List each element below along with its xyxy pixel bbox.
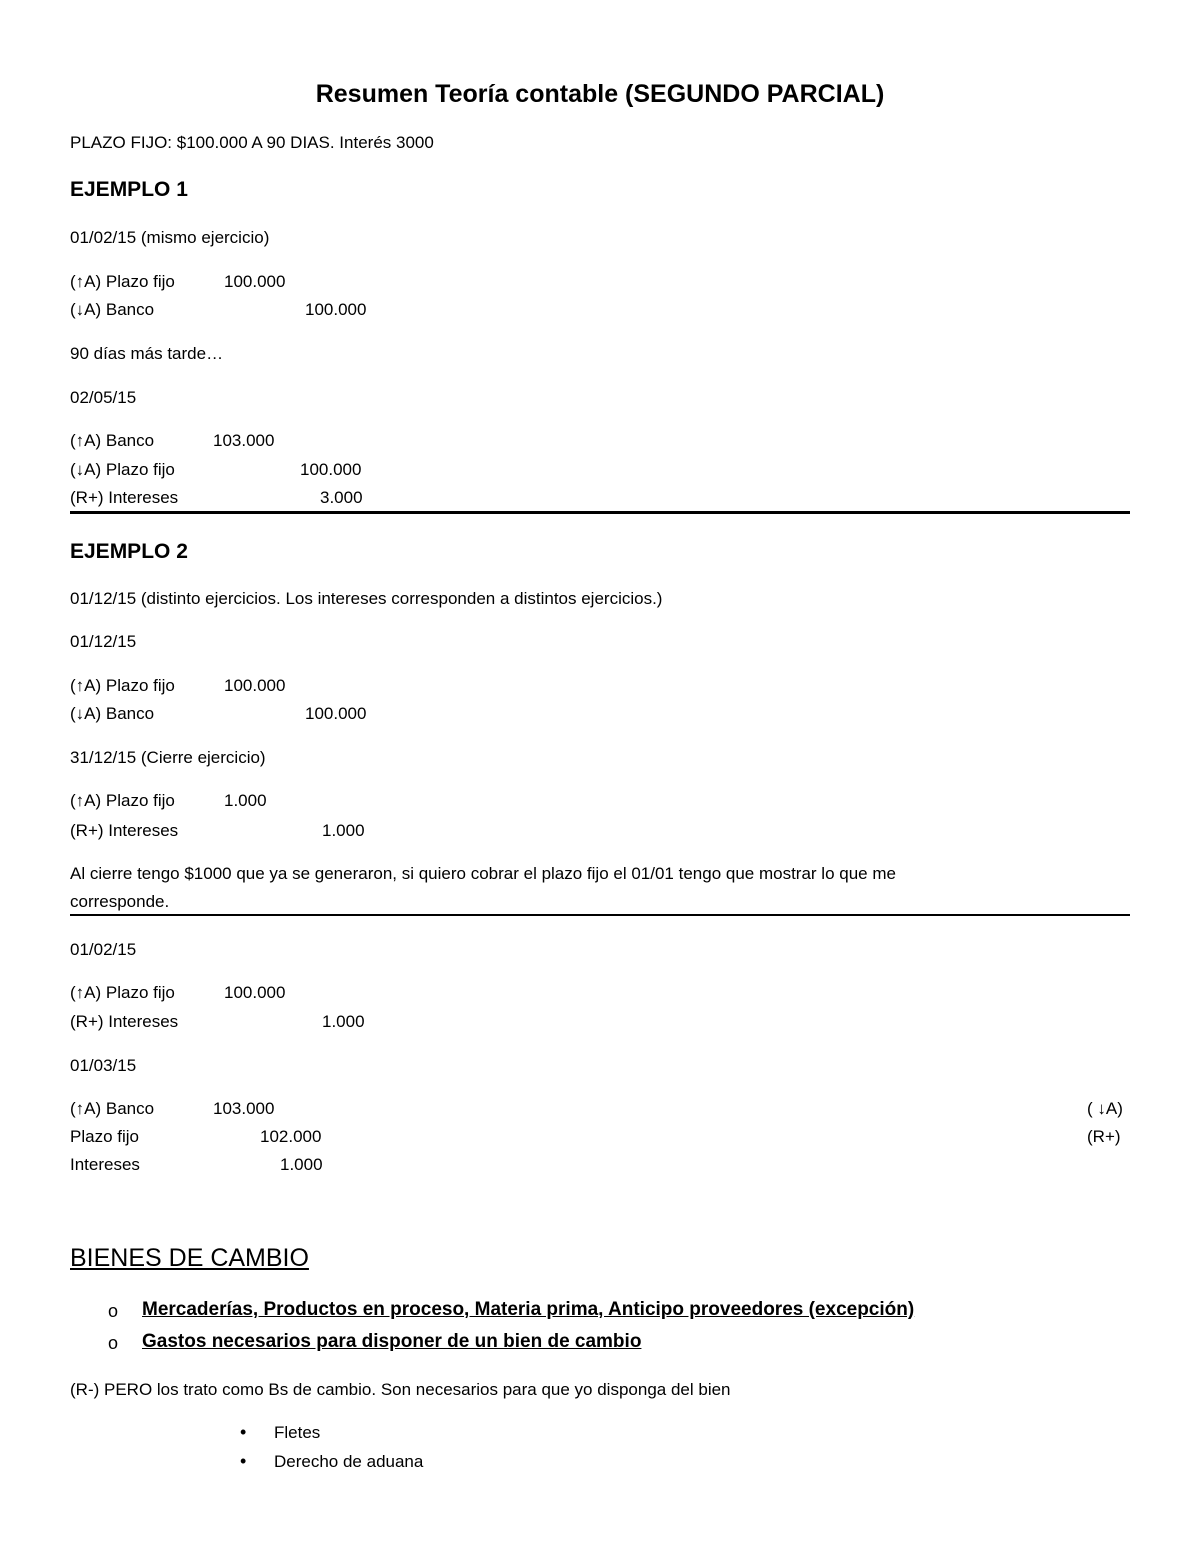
entry-credit: 100.000 [305, 704, 367, 723]
ejemplo2-date: 01/12/15 (distinto ejercicios. Los intereses corresponden a distintos ejercicios.) [70, 589, 663, 608]
entry-account: Intereses [70, 1155, 140, 1174]
entry-tag: (R+) [1087, 1127, 1121, 1146]
paragraph-line: Al cierre tengo $1000 que ya se generaron, si quiero cobrar el plazo fijo el 01/01 tengo que mostrar lo que me [70, 864, 896, 883]
entry-credit: 1.000 [322, 821, 365, 840]
bienes-list-item: Gastos necesarios para disponer de un bien de cambio [142, 1331, 642, 1352]
entry-account: (↓A) Plazo fijo [70, 460, 175, 479]
ejemplo2-heading: EJEMPLO 2 [70, 540, 188, 563]
bienes-subitem: Derecho de aduana [274, 1452, 424, 1471]
entry-debit: 103.000 [213, 431, 275, 450]
entry-credit: 100.000 [300, 460, 362, 479]
bullet-circle-icon: o [108, 1333, 119, 1353]
paragraph-line: corresponde. [70, 892, 170, 911]
entry-credit: 100.000 [305, 300, 367, 319]
entry-credit: 1.000 [280, 1155, 323, 1174]
ejemplo1-date: 01/02/15 (mismo ejercicio) [70, 228, 270, 247]
entry-debit: 100.000 [224, 676, 286, 695]
entry-account: (↑A) Plazo fijo [70, 983, 175, 1002]
bienes-note: (R-) PERO los trato como Bs de cambio. Son necesarios para que yo disponga del bien [70, 1380, 731, 1399]
bienes-subitem: Fletes [274, 1423, 321, 1442]
bienes-heading: BIENES DE CAMBIO [70, 1244, 309, 1272]
bienes-list-item: Mercaderías, Productos en proceso, Materia prima, Anticipo proveedores (excepción) [142, 1299, 915, 1320]
entry-debit: 100.000 [224, 272, 286, 291]
entry-credit: 102.000 [260, 1127, 322, 1146]
entry-account: (R+) Intereses [70, 488, 179, 507]
bullet-dot-icon: • [240, 1451, 247, 1471]
entry-credit: 1.000 [322, 1012, 365, 1031]
intro-line: PLAZO FIJO: $100.000 A 90 DIAS. Interés 3000 [70, 133, 434, 152]
ejemplo2-date: 01/02/15 [70, 940, 137, 959]
ejemplo2-date: 31/12/15 (Cierre ejercicio) [70, 748, 266, 767]
ejemplo2-date: 01/03/15 [70, 1056, 137, 1075]
entry-account: (↑A) Banco [70, 431, 155, 450]
bullet-dot-icon: • [240, 1422, 247, 1442]
section-divider [70, 511, 1130, 514]
entry-credit: 3.000 [320, 488, 363, 507]
bullet-circle-icon: o [108, 1301, 119, 1321]
entry-debit: 1.000 [224, 791, 267, 810]
entry-debit: 103.000 [213, 1099, 275, 1118]
entry-account: (↑A) Banco [70, 1099, 155, 1118]
ejemplo1-note: 90 días más tarde… [70, 344, 224, 363]
document-title: Resumen Teoría contable (SEGUNDO PARCIAL) [315, 80, 885, 108]
entry-account: (↓A) Banco [70, 300, 155, 319]
entry-account: (↑A) Plazo fijo [70, 272, 175, 291]
entry-account: (↑A) Plazo fijo [70, 791, 175, 810]
section-divider [70, 914, 1130, 916]
entry-account: Plazo fijo [70, 1127, 139, 1146]
entry-account: (↑A) Plazo fijo [70, 676, 175, 695]
entry-tag: ( ↓A) [1087, 1099, 1123, 1118]
entry-account: (R+) Intereses [70, 1012, 179, 1031]
ejemplo2-date: 01/12/15 [70, 632, 137, 651]
entry-account: (R+) Intereses [70, 821, 179, 840]
entry-account: (↓A) Banco [70, 704, 155, 723]
ejemplo1-heading: EJEMPLO 1 [70, 178, 188, 201]
ejemplo1-date: 02/05/15 [70, 388, 137, 407]
entry-debit: 100.000 [224, 983, 286, 1002]
